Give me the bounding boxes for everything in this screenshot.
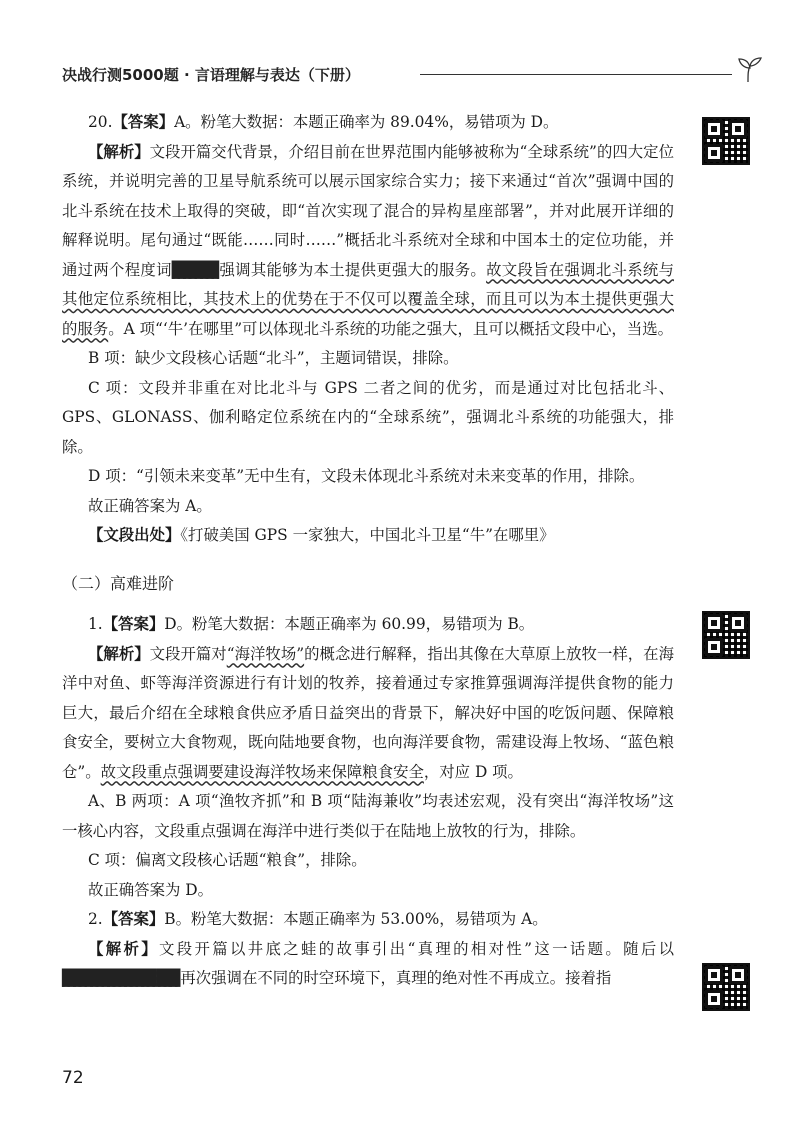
question-number: 1. (88, 615, 103, 633)
answer-text-line: B。粉笔大数据：本题正确率为 53.00%，易错项为 A。 (164, 910, 548, 928)
analysis-text: ，对应 D 项。 (423, 762, 523, 781)
source-line (62, 521, 674, 551)
q20-answer (62, 108, 674, 138)
answer-tag: 【答案】 (112, 113, 175, 131)
answer-tag: 【答案】 (102, 615, 165, 633)
analysis-text: 文段开篇对 (149, 644, 227, 663)
option-d-analysis: D 项：“引领未来变革”无中生有，文段未体现北斗系统对未来变革的作用，排除。 (88, 467, 645, 485)
qr-code (702, 963, 750, 1011)
analysis-tag: 【解析】 (88, 644, 150, 663)
conclusion: 故正确答案为 A。 (88, 496, 212, 515)
sprout-icon (734, 56, 764, 84)
s2q2-answer (62, 905, 674, 935)
header-rule (420, 74, 732, 75)
highlighted-sentence: 故文段旨在强调北斗系统与其他定位系统相比，其技术上的优势在于不仅可以覆盖全球，而且可以为本土提供更强大的服务 (62, 260, 674, 338)
analysis-text: 的概念进行解释，指出其像在大草原上放牧一样，在海洋中对鱼、虾等海洋资源进行有计划的牧养，接着通过专家推算强调海洋提供食物的能力巨大，最后介绍在全球粮食供应矛盾日益突出的背景下，解决好中国的吃饭问题、保障粮食安全，要树立大食物观，既向陆地要食物，也向海洋要食物，需建设海上牧场、“蓝色粮仓”。 (62, 644, 674, 781)
s2q1-analysis (62, 640, 674, 788)
option-c-analysis: C 项：偏离文段核心话题“粮食”，排除。 (88, 851, 367, 869)
q20-analysis (62, 138, 674, 345)
answer-text-line: D。粉笔大数据：本题正确率为 60.99，易错项为 B。 (164, 615, 535, 633)
section-title: （二）高难进阶 (62, 573, 175, 593)
analysis-text: 再次强调在不同的时空环境下，真理的绝对性不再成立。接着指 (180, 969, 612, 987)
analysis-text: 文段开篇以井底之蛙的故事引出“真理的相对性”这一话题。随后以 (159, 939, 674, 958)
analysis-tag: 【解析】 (88, 939, 159, 958)
answer-text (62, 108, 674, 994)
source-text: 《打破美国 GPS 一家独大，中国北斗卫星“牛”在哪里》 (180, 526, 555, 544)
question-number: 2. (88, 910, 103, 928)
analysis-text: 文段开篇交代背景，介绍目前在世界范围内能够被称为“全球系统”的四大定位系统，并说明完善的卫星导航系统可以展示国家综合实力；接下来通过“首次”强调中国的北斗系统在技术上取得的突破，即“首次实现了混合的异构星座部署”，并对此展开详细的解释说明。尾句通过“既能……同时……”概括北斗系统对全球和中国本土的定位功能，并通过两个程度词 (62, 142, 674, 279)
question-number: 20. (88, 113, 113, 131)
analysis-text: 强调其能够为本土提供更强大的服务。 (219, 260, 487, 279)
s2q2-analysis (62, 935, 674, 994)
page-number: 72 (62, 1068, 84, 1088)
option-c-analysis: C 项：文段并非重在对比北斗与 GPS 二者之间的优劣，而是通过对比包括北斗、GPS、GLONASS、伽利略定位系统在内的“全球系统”，强调北斗系统的功能强大，排除。 (62, 378, 674, 456)
option-ab-analysis: A、B 两项：A 项“渔牧齐抓”和 B 项“陆海兼收”均表述宏观，没有突出“海洋牧场”这一核心内容，文段重点强调在海洋中进行类似于在陆地上放牧的行为，排除。 (62, 792, 674, 840)
masked-text: ████ (171, 260, 220, 279)
source-tag: 【文段出处】 (88, 526, 181, 544)
conclusion: 故正确答案为 D。 (88, 880, 213, 899)
option-b-analysis: B 项：缺少文段核心话题“北斗”，主题词错误，排除。 (88, 349, 459, 367)
s2q1-answer (62, 610, 674, 640)
analysis-text: 。A 项“‘牛’在哪里”可以体现北斗系统的功能之强大，且可以概括文段中心，当选。 (108, 319, 673, 338)
highlighted-sentence: 故文段重点强调要建设海洋牧场来保障粮食安全 (100, 762, 424, 781)
qr-code (702, 611, 750, 659)
header-title: 决战行测5000题 · 言语理解与表达（下册） (62, 66, 360, 84)
running-header (62, 62, 762, 86)
masked-text: ██████████ (62, 969, 181, 987)
answer-tag: 【答案】 (102, 910, 165, 928)
analysis-tag: 【解析】 (88, 142, 150, 161)
highlighted-term: “海洋牧场” (226, 644, 305, 663)
answer-text-line: A。粉笔大数据：本题正确率为 89.04%，易错项为 D。 (174, 113, 559, 131)
qr-code (702, 117, 750, 165)
